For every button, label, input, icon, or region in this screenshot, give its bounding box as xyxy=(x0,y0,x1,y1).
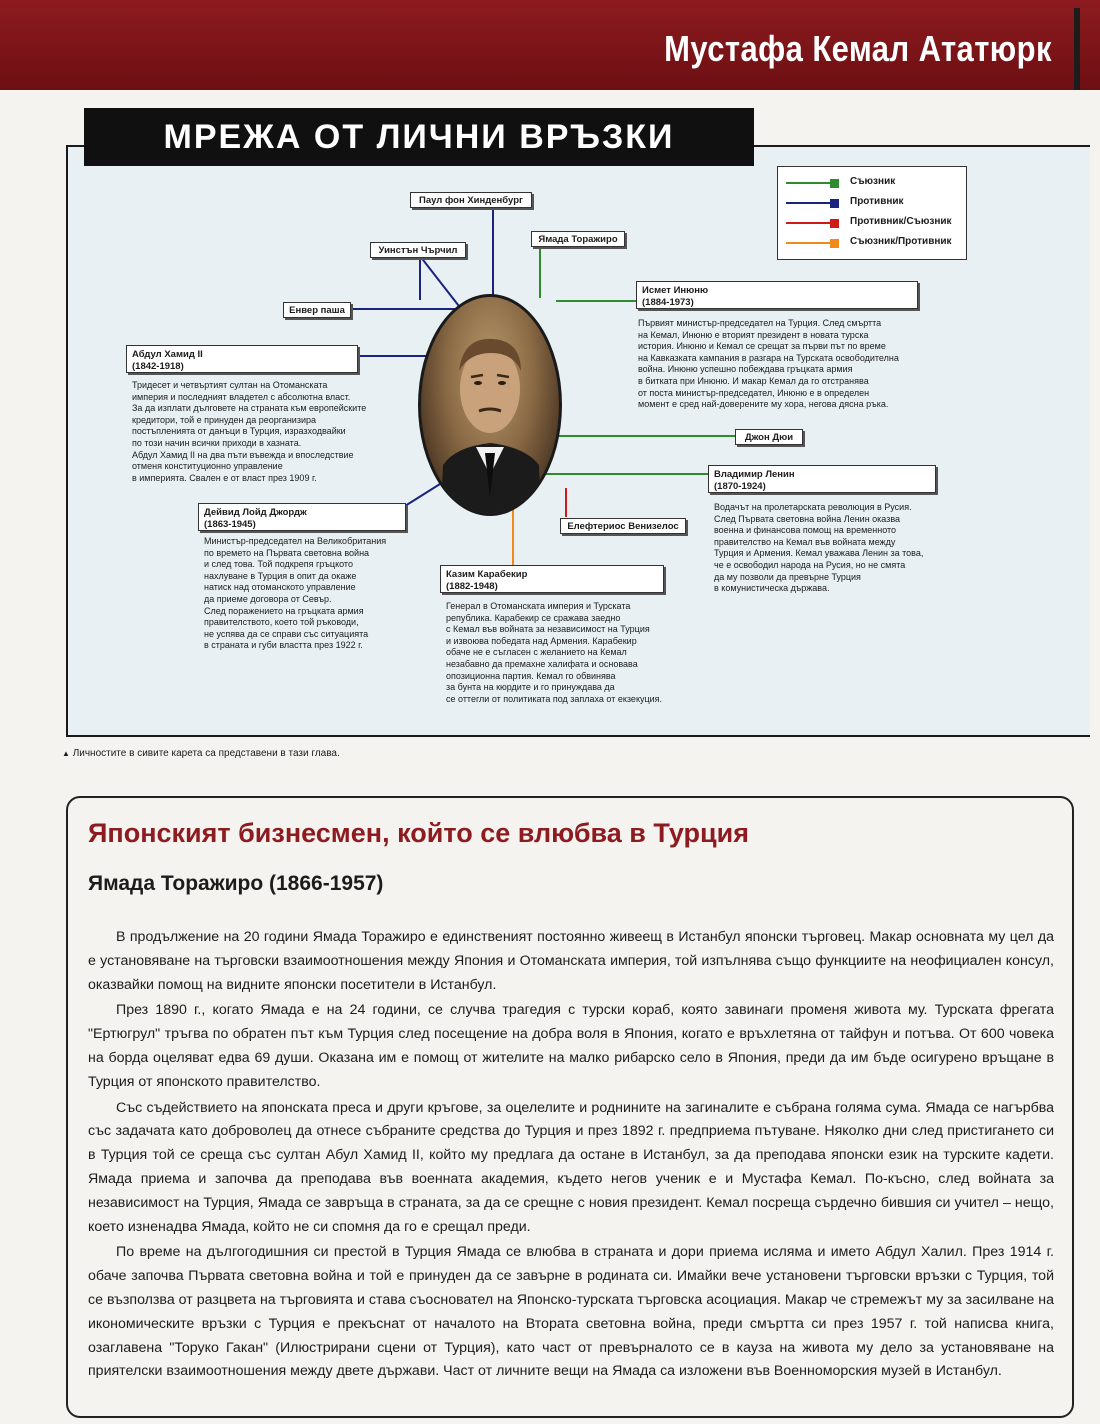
bio-karabekir-header: Казим Карабекир (1882-1948) xyxy=(440,565,664,593)
legend-opponent-ally: Противник/Съюзник xyxy=(786,216,964,230)
network-caption: ▲ Личностите в сивите карета са представени в тази глава. xyxy=(62,748,340,759)
bio-inonu-header: Исмет Инюню (1884-1973) xyxy=(636,281,918,309)
legend-ally-opponent: Съюзник/Противник xyxy=(786,236,964,250)
bio-abdul-hamid-text: Тридесет и четвъртият султан на Отоманската империя и последният владетел с абсолютна власт. За да изплати дълговете на страната към европейските кредитори, той е принуден да реорганизира постъпленията от данъци в Турция, изразходвайки по този начин всички приходи в хазната. Абдул Хамид II на два пъти въвежда и впоследствие отменя конституционно управление в империята. Свален е от власт през 1909 г. xyxy=(132,380,367,483)
page-title: Мустафа Кемал Ататюрк xyxy=(664,28,1052,69)
name-yamada: Ямада Торажиро xyxy=(531,231,625,247)
bio-lloyd-george-header: Дейвид Лойд Джордж (1863-1945) xyxy=(198,503,406,531)
bio-lloyd-george-text: Министър-председател на Великобритания по времето на Първата световна война и след това. Той подкрепя гръцкото нахлуване в Турция в опит да окаже натиск над отоманското управление да приеме договора от Севър. След поражението на гръцката армия правителството, което той ръководи, не успява да се справи със ситуацията в страната и губи властта през 1922 г. xyxy=(204,536,387,651)
network-title: МРЕЖА ОТ ЛИЧНИ ВРЪЗКИ xyxy=(84,108,754,166)
article-paragraph: В продължение на 20 години Ямада Торажиро е единственият постоянно живеещ в Истанбул японски търговец. Макар основната му цел да е установяване на търговски взаимоотношения между Япония и Отоманската империя, той изпълнява също функциите на неофициален консул, оказвайки помощ на видните японски посетители в Истанбул. xyxy=(88,929,1054,993)
name-venizelos: Елефтериос Венизелос xyxy=(560,518,686,534)
article-title: Японският бизнесмен, който се влюбва в Турция xyxy=(88,818,749,848)
article-body xyxy=(88,926,1054,1386)
legend-opponent: Противник xyxy=(786,196,964,210)
header-edge xyxy=(1074,8,1080,90)
name-enver: Енвер паша xyxy=(283,302,351,318)
name-churchill: Уинстън Чърчил xyxy=(370,242,466,258)
bio-lenin-header: Владимир Ленин (1870-1924) xyxy=(708,465,936,493)
name-dewey: Джон Дюи xyxy=(735,429,803,445)
article-subtitle: Ямада Торажиро (1866-1957) xyxy=(88,872,384,895)
bio-abdul-hamid-header: Абдул Хамид II (1842-1918) xyxy=(126,345,358,373)
caption-triangle-icon: ▲ xyxy=(62,749,70,758)
bio-inonu-text: Първият министър-председател на Турция. След смъртта на Кемал, Инюню е вторият президент в новата турска история. Инюню и Кемал се срещат за първи път по време на Кавказката кампания в разгара на Турската освободителна война. Инюню успешно побеждава гръцката армия в битката при Инюню. И макар Кемал да го отстранява от поста министър-председател, Инюню е в определен момент е сред най-доверените му хора, негова дясна ръка. xyxy=(638,318,899,410)
legend-ally: Съюзник xyxy=(786,176,964,190)
name-hindenburg: Паул фон Хинденбург xyxy=(410,192,532,208)
article-paragraph: Със съдействието на японската преса и други кръгове, за оцелелите и роднините на загиналите е събрана голяма сума. Ямада се нагърбва със задачата като доброволец да отнесе събраните средства до Турция и през 1892 г. предприема пътуване. Няколко дни след пристигането си в Турция той се среща със султан Абул Хамид II, който му предлага да остане в Истанбул, за да преподава японски език на турските кадети. Ямада приема и започва да преподава във военната академия, където негов ученик е и Мустафа Кемал. По-късно, след войната за независимост на Турция, Ямада се завръща в страната, за да се срещне с новия президент. Кемал посреща сърдечно бившия си учител – нещо, което изненадва Ямада, който не си спомня да го е срещал преди. xyxy=(88,1099,1054,1235)
legend xyxy=(777,166,967,260)
ataturk-portrait xyxy=(418,294,562,516)
article-paragraph: По време на дългогодишния си престой в Турция Ямада се влюбва в страната и дори приема исляма и името Абдул Халил. През 1914 г. обаче започва Първата световна война и той е принуден да се завърне в родината си. Имайки вече установени търговски връзки с Турция, той се възползва от разцвета на търговията и става съосновател на Японско-турската търговска асоциация. Макар че стремежът му за засилване на икономическите връзки с Турция е прекъснат от началото на Втората световна война, преди смъртта си през 1957 г. той написва книга, озаглавена "Торуко Гакан" (Илюстрирани сцени от Турция), като част от превърналото се в кауза на живота му дело за установяване на приятелски взаимоотношения между двете държави. Част от личните вещи на Ямада са изложени във Военноморския музей в Истанбул. xyxy=(88,1244,1054,1380)
bio-lenin-text: Водачът на пролетарската революция в Русия. След Първата световна война Ленин оказва военна и финансова помощ на временното правителство на Кемал във войната между Турция и Армения. Кемал уважава Ленин за това, че е освободил народа на Русия, но не смята да му позволи да превърне Турция в комунистическа държава. xyxy=(714,502,924,594)
article-paragraph: През 1890 г., когато Ямада е на 24 години, се случва трагедия с турски кораб, която завинаги променя живота му. Турската фрегата "Ертюгрул" тръгва по обратен път към Турция след посещение на добра воля в Япония, когато е връхлетяна от тайфун и потъва. От 600 човека на борда оцеляват едва 69 души. Оказана им е помощ от жителите на малко рибарско село в Япония, преди да им бъде осигурено връщане в Турция от японското правителство. xyxy=(88,1002,1054,1090)
bio-karabekir-text: Генерал в Отоманската империя и Турската република. Карабекир се сражава заедно с Кемал във войната за независимост на Турция и извоюва победата над Армения. Карабекир обаче не е съгласен с желанието на Кемал незабавно да премахне халифата и основава опозиционна партия. Кемал го обвинява за бунта на кюрдите и го принуждава да се оттегли от политиката под заплаха от екзекуция. xyxy=(446,601,663,704)
